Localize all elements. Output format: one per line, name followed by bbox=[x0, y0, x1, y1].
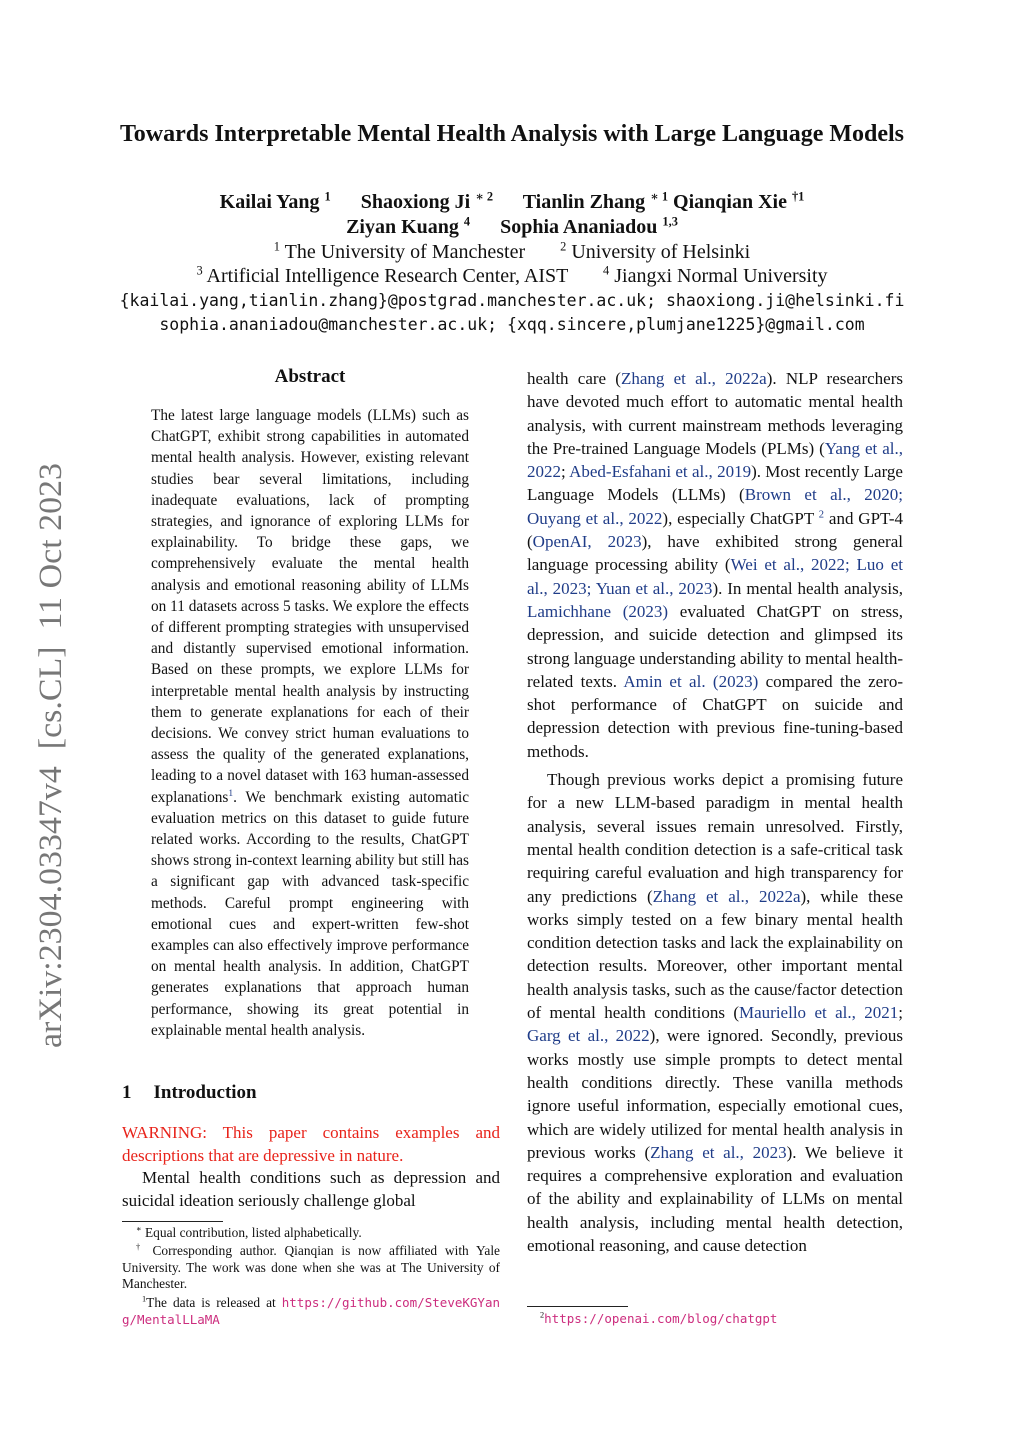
intro-right-column bbox=[527, 367, 903, 1257]
footnote-dagger bbox=[122, 1243, 500, 1293]
affiliation-name: Jiangxi Normal University bbox=[614, 265, 828, 287]
author-name: Shaoxiong Ji bbox=[360, 191, 471, 213]
affiliation-name: The University of Manchester bbox=[284, 241, 526, 263]
footnote-text: Corresponding author. Qianqian is now affiliated with Yale University. The work was done when she was at The University of Manchester. bbox=[122, 1243, 500, 1291]
abstract-text: . We benchmark existing automatic evaluation metrics on this dataset to guide future related works. According to the results, ChatGPT shows strong in-context learning ability but still has a significant gap with advanced task-specific methods. Careful prompt engineering with emotional cues and expert-written few-shot examples can also effectively improve performance on mental health analysis. In addition, ChatGPT generates explanations that approach human performance, showing its great potential in explainable mental health analysis. bbox=[151, 788, 469, 1039]
section-number: 1 bbox=[122, 1082, 132, 1103]
body-text: ), have exhibited strong general language processing ability ( bbox=[527, 532, 903, 575]
abstract-footnote-mark[interactable]: 1 bbox=[228, 788, 234, 799]
arxiv-stamp bbox=[30, 458, 70, 1058]
body-text: ), especially ChatGPT bbox=[662, 508, 819, 528]
warning-text: WARNING: This paper contains examples and descriptions that are depressive in nature. bbox=[122, 1123, 500, 1165]
body-text: ), while these works simply tested on a few binary mental health condition detection tasks and lack the explainability on detection results. Moreover, other important mental health analysis tasks, such as the cause/factor detection of mental health conditions ( bbox=[527, 886, 904, 1023]
footnote-2 bbox=[540, 1311, 777, 1327]
citation-link[interactable]: Wei et al., 2022; Luo et al., 2023; Yuan et al., 2023 bbox=[527, 555, 903, 598]
author-name: Qianqian Xie bbox=[673, 191, 787, 213]
body-text: ). NLP researchers have devoted much effort to automatic mental health analysis, with current mainstream methods leveraging the Pre-trained Language Models (PLMs) ( bbox=[527, 369, 903, 458]
footnote-mark: † bbox=[136, 1242, 145, 1252]
dataset-link[interactable]: https://github.com/SteveKGYang/MentalLLaMA bbox=[122, 1295, 500, 1327]
citation-link[interactable]: Garg et al., 2022 bbox=[527, 1026, 650, 1046]
footnote-text: Equal contribution, listed alphabetically. bbox=[145, 1225, 362, 1240]
body-text: evaluated ChatGPT on stress, depression, and suicide detection and glimpsed its strong language understanding ability to mental health-related texts. bbox=[527, 601, 903, 691]
footnote-mark: ∗ bbox=[136, 1224, 142, 1234]
section-heading bbox=[122, 1082, 257, 1104]
body-text: ). Most recently Large Language Models (LLMs) ( bbox=[527, 462, 903, 505]
citation-link[interactable]: Zhang et al., 2023 bbox=[650, 1142, 787, 1162]
author-mark: 1,3 bbox=[662, 214, 678, 229]
citation-link[interactable]: Amin et al. (2023) bbox=[623, 671, 759, 691]
affiliation-line-2 bbox=[100, 264, 924, 289]
footnote-star bbox=[122, 1225, 500, 1242]
citation-link[interactable]: OpenAI, 2023 bbox=[532, 532, 642, 552]
body-text: Though previous works depict a promising future for a new LLM-based paradigm in mental health analysis, several issues remain unresolved. Firstly, mental health condition detection is a safe-critical task requiring careful evaluation and high transparency for any predictions ( bbox=[527, 770, 903, 906]
chatgpt-link[interactable]: https://openai.com/blog/chatgpt bbox=[544, 1311, 778, 1326]
author-name: Sophia Ananiadou bbox=[500, 216, 658, 238]
citation-link[interactable]: Lamichhane (2023) bbox=[527, 601, 669, 621]
abstract-heading: Abstract bbox=[274, 366, 346, 387]
author-mark: ∗ 2 bbox=[475, 189, 494, 204]
affiliation-mark: 1 bbox=[273, 239, 280, 254]
author-mark: 1 bbox=[324, 189, 331, 204]
footnote-1 bbox=[122, 1295, 500, 1328]
author-mark: †1 bbox=[791, 189, 805, 204]
abstract-body bbox=[151, 405, 469, 1041]
body-text: health care ( bbox=[527, 369, 621, 388]
affiliation-mark: 2 bbox=[560, 239, 567, 254]
intro-paragraph bbox=[527, 768, 903, 1257]
author-name: Kailai Yang bbox=[219, 191, 320, 213]
citation-link[interactable]: Zhang et al., 2022a bbox=[620, 369, 767, 388]
citation-link[interactable]: Yang et al., 2022 bbox=[527, 438, 903, 482]
abstract-text: The latest large language models (LLMs) such as ChatGPT, exhibit strong capabilities in automated mental health analysis. However, existing relevant studies bear several limitations, including inadequate evaluations, lack of prompting strategies, and ignorance of exploring LLMs for explainability. To bridge these gaps, we comprehensively evaluate the mental health analysis and emotional reasoning ability of LLMs on 11 datasets across 5 tasks. We explore the effects of different prompting strategies with unsupervised and distantly supervised emotional information. Based on these prompts, we explore LLMs for interpretable mental health analysis by instructing them to generate explanations for each of their decisions. We convey strict human evaluations to assess the quality of the generated explanations, leading to a novel dataset with 163 human-assessed explanations bbox=[151, 407, 469, 806]
author-line-1 bbox=[100, 190, 924, 215]
author-line-2 bbox=[100, 215, 924, 240]
footnote-mark: 1 bbox=[142, 1294, 147, 1304]
affiliation-name: University of Helsinki bbox=[571, 241, 751, 263]
citation-link[interactable]: Brown et al., 2020; Ouyang et al., 2022 bbox=[527, 485, 903, 528]
author-name: Ziyan Kuang bbox=[346, 216, 459, 238]
email-line-1: {kailai.yang,tianlin.zhang}@postgrad.manchester.ac.uk; shaoxiong.ji@helsinki.fi bbox=[119, 291, 905, 310]
body-text: ; bbox=[561, 462, 570, 482]
body-text: ). In mental health analysis, bbox=[712, 578, 903, 598]
citation-link[interactable]: Mauriello et al., 2021 bbox=[739, 1003, 899, 1023]
body-text: ), were ignored. Secondly, previous works mostly use simple prompts to detect mental health conditions directly. These vanilla methods ignore useful information, especially emotional cues, which are widely utilized for mental health analysis in previous works ( bbox=[527, 1026, 903, 1162]
section-title: Introduction bbox=[153, 1082, 257, 1103]
affiliation-line-1 bbox=[100, 240, 924, 265]
citation-link[interactable]: Abed-Esfahani et al., 2019 bbox=[569, 462, 752, 482]
footnote-rule bbox=[122, 1221, 223, 1222]
footnote-rule bbox=[527, 1306, 628, 1307]
email-line-2: sophia.ananiadou@manchester.ac.uk; {xqq.sincere,plumjane1225}@gmail.com bbox=[159, 315, 865, 334]
footnote-ref[interactable]: 2 bbox=[818, 509, 825, 521]
intro-paragraph bbox=[527, 367, 903, 763]
arxiv-stamp-text: arXiv:2304.03347v4 [cs.CL] 11 Oct 2023 bbox=[33, 479, 69, 1048]
author-mark: ∗ 1 bbox=[650, 189, 669, 204]
footnote-mark: 2 bbox=[540, 1310, 545, 1320]
affiliation-mark: 3 bbox=[196, 263, 203, 278]
citation-link[interactable]: Zhang et al., 2022a bbox=[652, 886, 801, 906]
body-text: ). We believe it requires a comprehensive exploration and evaluation of the ability and explainability of LLMs on mental health analysis, including mental health detection, emotional reasoning, and cause detection bbox=[527, 1142, 903, 1255]
footnote-text: The data is released at bbox=[146, 1295, 282, 1310]
paper-title: Towards Interpretable Mental Health Analysis with Large Language Models bbox=[119, 121, 905, 147]
body-text: compared the zero-shot performance of ChatGPT on suicide and depression detection with previous fine-tuning-based methods. bbox=[527, 671, 903, 761]
affiliation-name: Artificial Intelligence Research Center, AIST bbox=[206, 265, 569, 287]
body-text: and GPT-4 ( bbox=[527, 508, 904, 552]
author-mark: 4 bbox=[463, 214, 471, 229]
author-name: Tianlin Zhang bbox=[522, 191, 646, 213]
body-text: ; bbox=[898, 1003, 903, 1023]
affiliation-mark: 4 bbox=[603, 263, 610, 278]
intro-left-text: Mental health conditions such as depression and suicidal ideation seriously challenge global bbox=[122, 1168, 500, 1210]
